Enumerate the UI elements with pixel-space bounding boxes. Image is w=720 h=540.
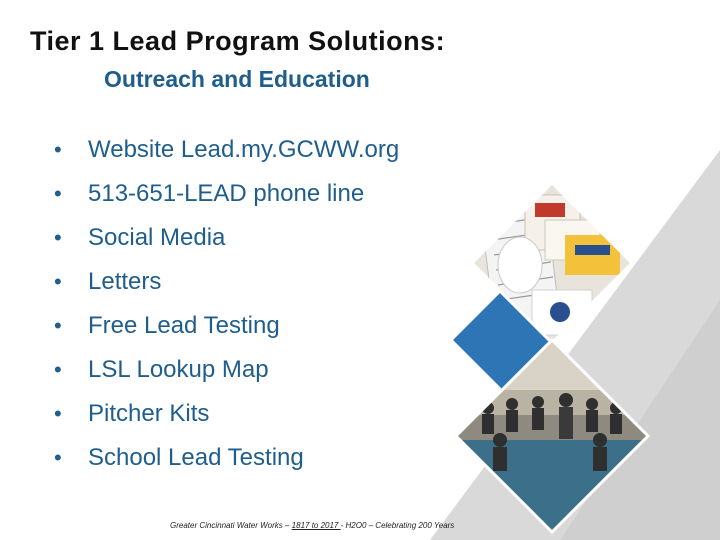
bullet-marker: • bbox=[54, 313, 62, 338]
bullet-marker: • bbox=[54, 357, 62, 382]
bullet-item bbox=[54, 128, 399, 172]
bullet-text: Free Lead Testing bbox=[88, 312, 280, 339]
bullet-marker: • bbox=[54, 401, 62, 426]
bullet-marker: • bbox=[54, 137, 62, 162]
footer-text-2: 1817 to 2017 bbox=[291, 521, 341, 530]
slide-subtitle: Outreach and Education bbox=[104, 66, 370, 92]
bullet-text: Social Media bbox=[88, 224, 226, 251]
bullet-item bbox=[54, 348, 399, 392]
bullet-marker: • bbox=[54, 269, 62, 294]
bullet-text: Pitcher Kits bbox=[88, 400, 210, 427]
bullet-list bbox=[54, 128, 399, 480]
bullet-item bbox=[54, 392, 399, 436]
bullet-text: LSL Lookup Map bbox=[88, 356, 269, 383]
bullet-item bbox=[54, 436, 399, 480]
bullet-marker: • bbox=[54, 225, 62, 250]
bullet-text: Letters bbox=[88, 268, 162, 295]
bullet-marker: • bbox=[54, 181, 62, 206]
bullet-item bbox=[54, 216, 399, 260]
bullet-item bbox=[54, 304, 399, 348]
bullet-text: 513-651-LEAD phone line bbox=[88, 180, 365, 207]
bullet-item bbox=[54, 260, 399, 304]
bullet-text: School Lead Testing bbox=[88, 444, 304, 471]
bullet-item bbox=[54, 172, 399, 216]
footer-text-1: Greater Cincinnati Water Works – bbox=[170, 521, 292, 530]
slide-title: Tier 1 Lead Program Solutions: bbox=[30, 26, 446, 56]
footer-text-3: - H2O0 – Celebrating 200 Years bbox=[340, 521, 455, 530]
bullet-text: Website Lead.my.GCWW.org bbox=[88, 136, 400, 163]
footer bbox=[170, 521, 454, 530]
bullet-marker: • bbox=[54, 445, 62, 470]
